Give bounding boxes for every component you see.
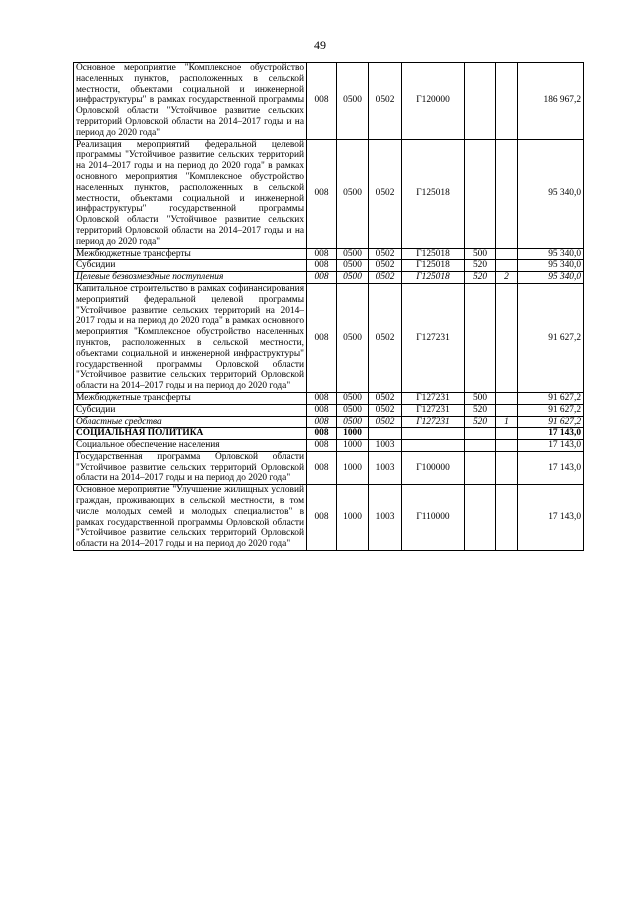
- target-article-cell: Г127231: [402, 283, 465, 392]
- page-number: 49: [314, 38, 326, 52]
- subsection-code-cell: 0502: [369, 248, 402, 260]
- section-code-cell: 0500: [337, 283, 369, 392]
- amount-cell: 91 627,2: [518, 283, 584, 392]
- section-code-cell: 0500: [337, 260, 369, 272]
- table-row: [74, 283, 584, 392]
- description-cell: [74, 248, 307, 260]
- expense-type-cell: [465, 428, 496, 440]
- description-line: Орловской области "Устойчивое развитие: [76, 215, 261, 226]
- funding-source-cell: [496, 248, 518, 260]
- table-row: [74, 63, 584, 140]
- subsection-code-cell: 1003: [369, 485, 402, 551]
- grbs-code-cell: 008: [307, 248, 337, 260]
- amount-cell: 91 627,2: [518, 416, 584, 428]
- grbs-code-cell: 008: [307, 451, 337, 484]
- description-line: период до: [206, 539, 246, 550]
- target-article-cell: Г120000: [402, 63, 465, 140]
- section-code-cell: 0500: [337, 404, 369, 416]
- description-line: Целевые безвозмездные поступления: [76, 272, 224, 283]
- grbs-code-cell: 008: [307, 392, 337, 404]
- subsection-code-cell: 0502: [369, 404, 402, 416]
- description-line: Основное мероприятие "Комплексное: [76, 63, 242, 73]
- description-line: Реализация мероприятий федеральной целевой: [76, 139, 304, 150]
- funding-source-cell: [496, 428, 518, 440]
- subsection-code-cell: [369, 428, 402, 440]
- description-cell: [74, 416, 307, 428]
- subsection-code-cell: 0502: [369, 416, 402, 428]
- description-line: местности, объектами социальной и инженерной: [76, 337, 304, 359]
- funding-source-cell: [496, 440, 518, 452]
- description-line: Субсидии: [76, 404, 116, 415]
- description-cell: [74, 272, 307, 284]
- description-line: целевой программы "Устойчивое развитие: [76, 294, 304, 316]
- description-line: объектами социальной и инженерной: [130, 193, 304, 204]
- grbs-code-cell: 008: [307, 63, 337, 140]
- funding-source-cell: [496, 485, 518, 551]
- amount-cell: 95 340,0: [518, 139, 584, 248]
- table-row: [74, 485, 584, 551]
- table-row: [74, 428, 584, 440]
- description-line: молодых специалистов" в рамках: [76, 506, 304, 528]
- description-cell: [74, 392, 307, 404]
- expense-type-cell: 520: [465, 260, 496, 272]
- section-code-cell: 1000: [337, 485, 369, 551]
- target-article-cell: Г125018: [402, 139, 465, 248]
- description-line: сельских территорий на 2014–2017 годы и на: [76, 305, 304, 327]
- description-line: период до 2020 года": [206, 473, 291, 484]
- description-line: СОЦИАЛЬНАЯ ПОЛИТИКА: [76, 428, 204, 439]
- description-line: программы Орловской области "Устойчивое: [76, 95, 304, 117]
- grbs-code-cell: 008: [307, 283, 337, 392]
- section-code-cell: 0500: [337, 392, 369, 404]
- expense-type-cell: 520: [465, 272, 496, 284]
- description-cell: [74, 139, 307, 248]
- description-line: развитие сельских территорий Орловской: [76, 106, 304, 127]
- description-line: инфраструктуры" государственной программы: [76, 348, 304, 370]
- section-code-cell: 0500: [337, 272, 369, 284]
- description-line: 2014–2017 годы и на период до 2020 года": [76, 225, 304, 247]
- amount-cell: 17 143,0: [518, 440, 584, 452]
- expense-type-cell: 500: [465, 248, 496, 260]
- subsection-code-cell: 1003: [369, 451, 402, 484]
- description-line: области на 2014–2017 годы и на период до 2020: [76, 116, 304, 138]
- table-row: [74, 260, 584, 272]
- description-line: Орловской области "Устойчивое развитие: [76, 359, 304, 381]
- description-line: объектами социальной и инженерной: [130, 84, 304, 95]
- grbs-code-cell: 008: [307, 440, 337, 452]
- description-cell: [74, 404, 307, 416]
- section-code-cell: 1000: [337, 440, 369, 452]
- subsection-code-cell: 0502: [369, 283, 402, 392]
- grbs-code-cell: 008: [307, 139, 337, 248]
- grbs-code-cell: 008: [307, 260, 337, 272]
- section-code-cell: 0500: [337, 139, 369, 248]
- description-line: населенных пунктов, расположенных в сельской: [76, 327, 304, 348]
- section-code-cell: 1000: [337, 451, 369, 484]
- table-row: [74, 392, 584, 404]
- grbs-code-cell: 008: [307, 272, 337, 284]
- target-article-cell: [402, 440, 465, 452]
- description-line: Субсидии: [76, 260, 116, 271]
- amount-cell: 17 143,0: [518, 485, 584, 551]
- funding-source-cell: [496, 139, 518, 248]
- target-article-cell: Г127231: [402, 416, 465, 428]
- description-line: "Устойчивое развитие сельских территорий: [76, 462, 257, 473]
- description-line: 2020 года": [248, 539, 291, 550]
- description-cell: [74, 485, 307, 551]
- expense-type-cell: [465, 440, 496, 452]
- section-code-cell: 0500: [337, 248, 369, 260]
- description-cell: [74, 260, 307, 272]
- grbs-code-cell: 008: [307, 485, 337, 551]
- description-line: Орловской области на 2014–2017 годы и на: [76, 528, 304, 550]
- subsection-code-cell: 0502: [369, 272, 402, 284]
- table-row: [74, 248, 584, 260]
- target-article-cell: Г110000: [402, 485, 465, 551]
- description-line: Областные средства: [76, 416, 162, 427]
- subsection-code-cell: 0502: [369, 260, 402, 272]
- description-line: инфраструктуры" в рамках государственной: [76, 95, 256, 106]
- subsection-code-cell: 0502: [369, 63, 402, 140]
- subsection-code-cell: 0502: [369, 392, 402, 404]
- expense-type-cell: [465, 63, 496, 140]
- budget-table: [73, 62, 584, 551]
- target-article-cell: Г127231: [402, 404, 465, 416]
- description-line: 2020 года" в рамках основного мероприятия: [76, 161, 305, 182]
- description-line: "Устойчивое развитие сельских территорий: [76, 528, 257, 539]
- target-article-cell: Г100000: [402, 451, 465, 484]
- amount-cell: 17 143,0: [518, 451, 584, 484]
- expense-type-cell: 520: [465, 416, 496, 428]
- description-cell: [74, 63, 307, 140]
- grbs-code-cell: 008: [307, 416, 337, 428]
- amount-cell: 91 627,2: [518, 392, 584, 404]
- table-row: [74, 451, 584, 484]
- expense-type-cell: [465, 485, 496, 551]
- table-row: [74, 139, 584, 248]
- section-code-cell: 0500: [337, 416, 369, 428]
- subsection-code-cell: 1003: [369, 440, 402, 452]
- amount-cell: 95 340,0: [518, 260, 584, 272]
- description-line: года": [139, 127, 161, 138]
- description-line: Капитальное строительство в рамках: [76, 283, 226, 294]
- target-article-cell: [402, 428, 465, 440]
- target-article-cell: Г125018: [402, 248, 465, 260]
- description-line: Государственная программа Орловской области: [76, 451, 304, 462]
- description-line: Основное мероприятие "Улучшение жилищных: [76, 485, 269, 496]
- description-line: сельских территорий Орловской области на: [76, 215, 305, 236]
- subsection-code-cell: 0502: [369, 139, 402, 248]
- description-cell: [74, 283, 307, 392]
- grbs-code-cell: 008: [307, 428, 337, 440]
- target-article-cell: Г125018: [402, 272, 465, 284]
- funding-source-cell: 1: [496, 416, 518, 428]
- table-row: [74, 272, 584, 284]
- description-cell: [74, 428, 307, 440]
- description-line: Орловской области на 2014–2017 годы и на: [76, 462, 304, 484]
- description-line: территорий на 2014–2017 годы и на период до: [76, 150, 304, 172]
- description-cell: [74, 440, 307, 452]
- funding-source-cell: [496, 392, 518, 404]
- amount-cell: 95 340,0: [518, 272, 584, 284]
- expense-type-cell: [465, 139, 496, 248]
- funding-source-cell: [496, 404, 518, 416]
- section-code-cell: 1000: [337, 428, 369, 440]
- funding-source-cell: [496, 451, 518, 484]
- description-line: Межбюджетные трансферты: [76, 248, 191, 259]
- description-line: пунктов, расположенных в сельской местности,: [76, 182, 305, 204]
- description-line: местности, в том числе молодых семей и: [76, 496, 304, 517]
- description-line: сельских территорий Орловской области на: [76, 370, 304, 392]
- description-cell: [74, 451, 307, 484]
- description-line: мероприятия "Комплексное обустройство: [76, 327, 251, 338]
- expense-type-cell: [465, 283, 496, 392]
- description-line: расположенных в сельской местности,: [76, 73, 305, 95]
- target-article-cell: Г127231: [402, 392, 465, 404]
- description-line: 2014–2017 годы и на период до 2020 года": [121, 381, 291, 392]
- description-line: Социальное обеспечение населения: [76, 440, 220, 451]
- description-line: период до 2020 года" в рамках основного: [138, 316, 305, 327]
- funding-source-cell: [496, 283, 518, 392]
- amount-cell: 91 627,2: [518, 404, 584, 416]
- table-row: [74, 416, 584, 428]
- funding-source-cell: [496, 63, 518, 140]
- expense-type-cell: 520: [465, 404, 496, 416]
- amount-cell: 17 143,0: [518, 428, 584, 440]
- table-row: [74, 404, 584, 416]
- description-line: программы "Устойчивое развитие сельских: [76, 150, 255, 161]
- funding-source-cell: 2: [496, 272, 518, 284]
- description-line: обустройство населенных пунктов,: [76, 63, 305, 84]
- expense-type-cell: 500: [465, 392, 496, 404]
- grbs-code-cell: 008: [307, 404, 337, 416]
- description-line: условий граждан, проживающих в сельской: [76, 485, 305, 507]
- description-line: инфраструктуры" государственной программы: [76, 204, 304, 215]
- target-article-cell: Г125018: [402, 260, 465, 272]
- description-line: "Комплексное обустройство населенных: [76, 171, 304, 193]
- description-line: Межбюджетные трансферты: [76, 392, 191, 403]
- expense-type-cell: [465, 451, 496, 484]
- amount-cell: 186 967,2: [518, 63, 584, 140]
- table-row: [74, 440, 584, 452]
- section-code-cell: 0500: [337, 63, 369, 140]
- amount-cell: 95 340,0: [518, 248, 584, 260]
- description-line: софинансирования мероприятий федеральной: [76, 283, 305, 305]
- funding-source-cell: [496, 260, 518, 272]
- description-line: государственной программы Орловской области: [107, 517, 305, 528]
